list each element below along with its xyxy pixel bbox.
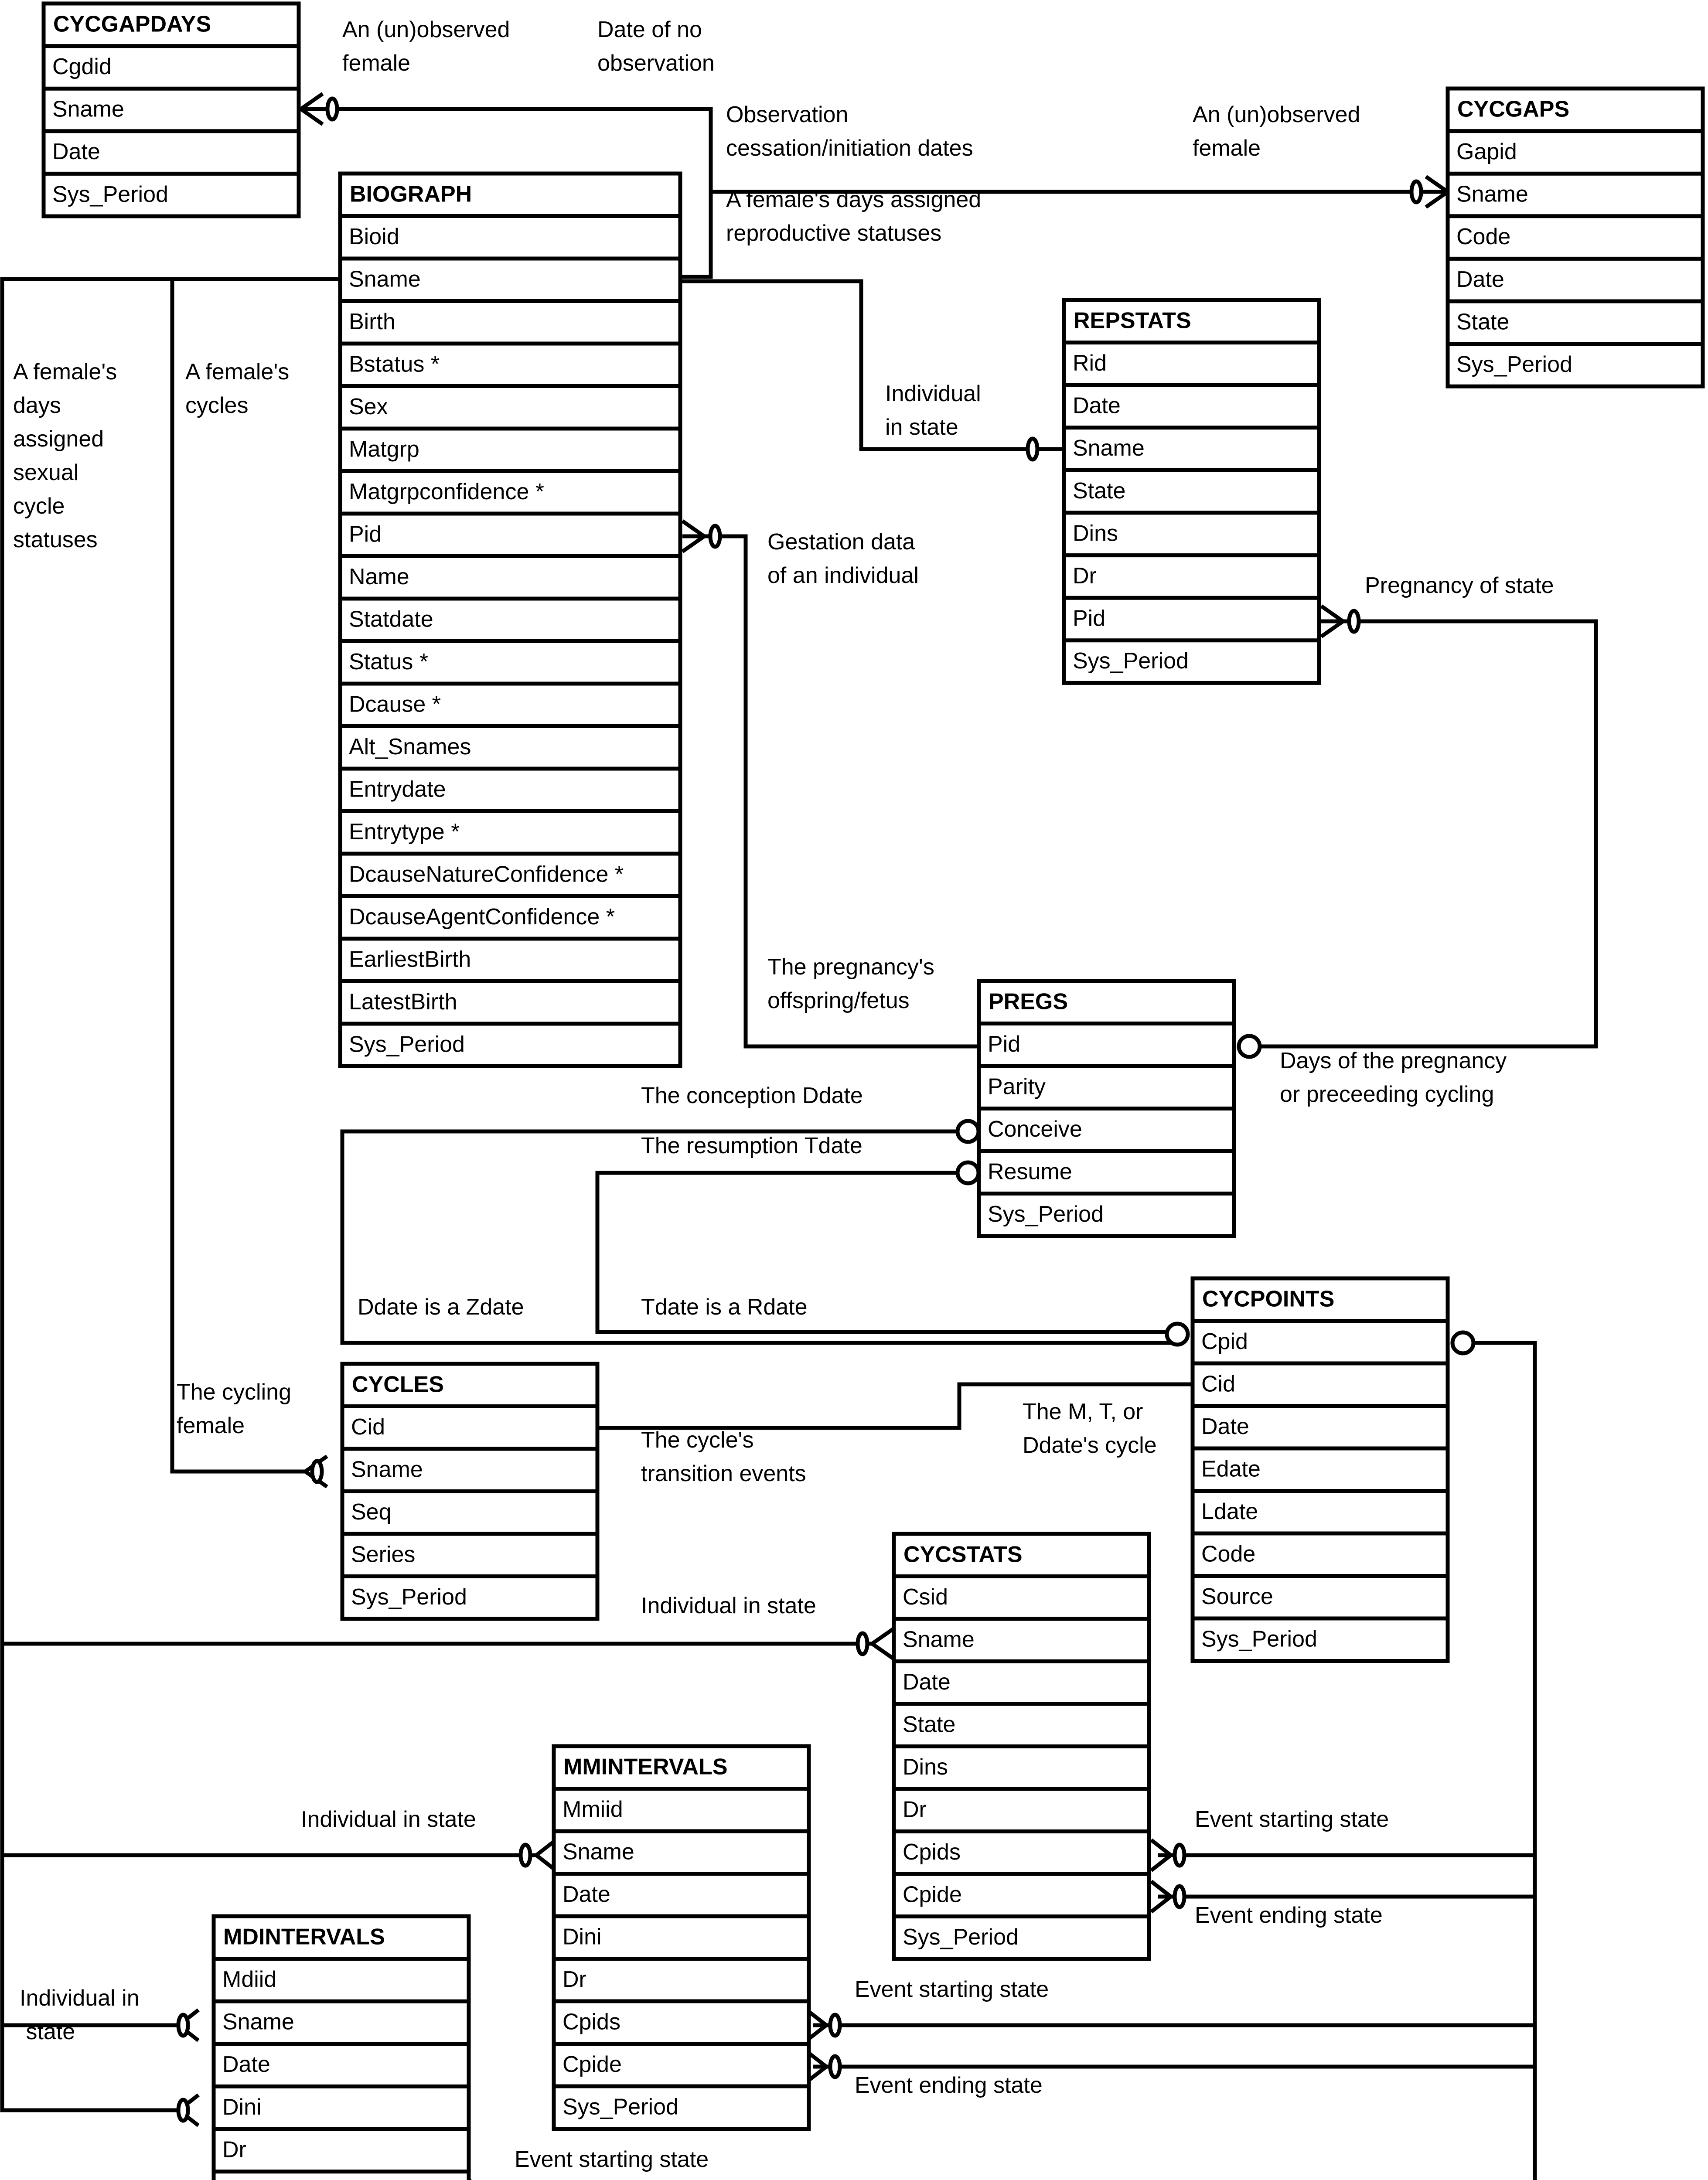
table-mdintervals	[214, 1916, 469, 2180]
label-offspring-fetus: The pregnancy's offspring/fetus	[767, 954, 934, 1013]
link-biograph-repstats	[680, 281, 1064, 449]
marker-mm-cpide	[807, 2051, 840, 2082]
label-event-end-cycstats: Event ending state	[1195, 1903, 1383, 1928]
marker-cycstats-cpids	[1151, 1840, 1184, 1870]
table-title: BIOGRAPH	[350, 181, 472, 207]
label-individual-in-state-repstats: Individual in state	[885, 381, 981, 440]
table-field: Date	[222, 2052, 270, 2078]
table-field: Dins	[903, 1754, 948, 1780]
table-field: Sex	[349, 394, 388, 419]
table-field: Sname	[222, 2009, 294, 2035]
table-title: PREGS	[989, 989, 1068, 1015]
label-pregnancy-of-state: Pregnancy of state	[1365, 573, 1554, 598]
table-field: Series	[351, 1542, 416, 1567]
table-field: Csid	[903, 1584, 948, 1610]
table-field: Date	[903, 1669, 951, 1695]
table-field: Pid	[349, 521, 382, 547]
table-cycstats	[894, 1534, 1149, 1959]
table-field: Sys_Period	[988, 1201, 1104, 1227]
link-repstats-pregs	[1249, 621, 1596, 1046]
table-field: Mdiid	[222, 1967, 277, 1993]
table-field: Dins	[1073, 521, 1118, 546]
label-unobserved-female-1: An (un)observed female	[342, 17, 510, 76]
label-ddate-zdate: Ddate is a Zdate	[358, 1294, 524, 1320]
table-field: Code	[1201, 1541, 1256, 1567]
table-field: Resume	[988, 1159, 1072, 1185]
table-field: Conceive	[988, 1116, 1082, 1142]
table-field: Pid	[1073, 606, 1106, 631]
marker-cycstats-sname	[858, 1628, 894, 1659]
table-field: Dr	[222, 2137, 246, 2163]
label-females-cycles: A female's cycles	[185, 359, 290, 418]
table-field: Sname	[351, 1457, 423, 1482]
table-cycles	[342, 1364, 597, 1619]
table-field: Parity	[988, 1074, 1046, 1100]
table-field: Cpids	[563, 2009, 620, 2035]
table-title: CYCGAPS	[1457, 96, 1570, 122]
table-field: Cpide	[903, 1882, 962, 1908]
marker-pregs-pid	[1239, 1036, 1260, 1057]
table-field: State	[1073, 478, 1126, 504]
table-title: CYCSTATS	[903, 1542, 1023, 1567]
table-field: Date	[1073, 393, 1121, 419]
table-field: State	[903, 1712, 956, 1737]
table-title: REPSTATS	[1074, 308, 1191, 334]
table-repstats	[1064, 300, 1319, 683]
label-gestation-data: Gestation data of an individual	[767, 529, 919, 588]
table-field: Cgdid	[52, 54, 112, 80]
table-field: Cid	[351, 1414, 385, 1440]
label-days-of-pregnancy: Days of the pregnancy or preceeding cycling	[1280, 1048, 1507, 1107]
label-mtd-cycle: The M, T, or Ddate's cycle	[1023, 1399, 1157, 1458]
label-transition-events: The cycle's transition events	[641, 1427, 806, 1486]
table-field: Entrytype *	[349, 819, 460, 845]
table-field: Dcause *	[349, 691, 441, 717]
table-field: Dr	[563, 1966, 586, 1992]
marker-cycpoints-cpid-right	[1452, 1332, 1473, 1353]
table-field: Dr	[903, 1797, 927, 1822]
label-conception-ddate: The conception Ddate	[641, 1083, 863, 1108]
marker-pregs-resume	[958, 1162, 978, 1183]
table-field: Entrydate	[349, 777, 446, 802]
table-pregs	[979, 981, 1234, 1236]
table-border	[214, 1916, 469, 2180]
table-field: Matgrp	[349, 436, 419, 462]
table-title: CYCLES	[352, 1372, 444, 1397]
label-event-start-cycstats: Event starting state	[1195, 1807, 1389, 1832]
marker-cycpoints-cpid-left	[1167, 1324, 1188, 1345]
table-field: Birth	[349, 309, 395, 334]
table-field: Statdate	[349, 606, 433, 632]
marker-cycles-sname	[305, 1456, 327, 1487]
label-cycling-female: The cycling female	[177, 1380, 291, 1438]
table-title: MMINTERVALS	[563, 1754, 728, 1780]
table-field: Bioid	[349, 224, 399, 249]
table-field: Sname	[52, 96, 124, 122]
table-field: State	[1456, 309, 1510, 335]
table-field: Sys_Period	[1073, 648, 1189, 674]
table-field: Rid	[1073, 351, 1107, 376]
label-repro-status-days: A female's days assigned reproductive statuses	[726, 187, 982, 246]
table-field: Status *	[349, 649, 429, 674]
marker-mm-sname	[521, 1840, 556, 1870]
label-resumption-tdate: The resumption Tdate	[641, 1133, 863, 1158]
marker-cycstats-cpide	[1151, 1881, 1184, 1912]
table-field: Sys_Period	[563, 2094, 678, 2120]
table-title: CYCPOINTS	[1202, 1286, 1335, 1312]
table-field: Date	[1456, 266, 1504, 292]
label-event-start-mm: Event starting state	[855, 1977, 1049, 2002]
label-unobserved-female-2: An (un)observed female	[1193, 102, 1360, 161]
table-field: Pid	[988, 1031, 1021, 1057]
table-biograph	[340, 174, 680, 1066]
table-field: Cpide	[563, 2051, 622, 2077]
label-sexual-cycle-days: A female's days assigned sexual cycle statuses	[13, 359, 117, 552]
table-field: Sys_Period	[1456, 352, 1572, 378]
table-field: Code	[1456, 224, 1511, 250]
table-title: MDINTERVALS	[223, 1924, 385, 1950]
table-field: Seq	[351, 1499, 392, 1525]
table-cycgaps	[1448, 89, 1703, 386]
table-field: Sys_Period	[351, 1584, 467, 1610]
table-field: Sname	[1456, 181, 1528, 207]
table-field: Sys_Period	[903, 1924, 1019, 1950]
marker-mm-cpids	[807, 2010, 840, 2040]
table-field: Source	[1201, 1584, 1273, 1609]
table-field: Cid	[1201, 1371, 1236, 1397]
table-field: Sname	[1073, 436, 1145, 461]
label-tdate-rdate: Tdate is a Rdate	[641, 1294, 808, 1320]
table-field: Matgrpconfidence *	[349, 479, 545, 504]
label-observation-dates: Observation cessation/initiation dates	[726, 102, 973, 161]
table-field: Bstatus *	[349, 351, 440, 377]
table-field: Dini	[563, 1924, 602, 1950]
table-field: Sys_Period	[349, 1032, 465, 1057]
table-field: Dini	[222, 2094, 262, 2120]
table-field: Edate	[1201, 1456, 1261, 1482]
table-field: Sys_Period	[52, 181, 168, 207]
label-individual-in-state-md: Individual in state	[20, 1986, 140, 2044]
table-field: Sname	[903, 1627, 975, 1652]
table-field: LatestBirth	[349, 989, 457, 1015]
table-field: Sname	[349, 266, 421, 292]
label-event-end-mm: Event ending state	[855, 2073, 1043, 2098]
table-field: Alt_Snames	[349, 734, 471, 760]
table-cycgapdays	[44, 3, 299, 216]
table-field: DcauseAgentConfidence *	[349, 904, 615, 930]
table-field: Ldate	[1201, 1499, 1258, 1524]
label-individual-in-state-cycstats: Individual in state	[641, 1593, 816, 1618]
table-field: Sys_Period	[1201, 1626, 1317, 1652]
table-field: Date	[52, 139, 100, 165]
label-no-observation-date: Date of no observation	[597, 17, 715, 76]
table-field: EarliestBirth	[349, 947, 471, 972]
marker-md-sname	[178, 2010, 198, 2040]
table-field: Gapid	[1456, 139, 1517, 165]
table-title: CYCGAPDAYS	[53, 11, 211, 37]
table-field: Dr	[1073, 563, 1097, 589]
link-biograph-cycles	[172, 279, 340, 1472]
label-event-start-md: Event starting state	[515, 2147, 709, 2172]
table-field: Cpid	[1201, 1328, 1248, 1354]
table-field: Date	[563, 1881, 610, 1907]
marker-pregs-conceive	[958, 1121, 978, 1142]
label-individual-in-state-mm: Individual in state	[301, 1807, 476, 1832]
table-field: Name	[349, 564, 409, 589]
table-mmintervals	[554, 1746, 809, 2129]
table-field: DcauseNatureConfidence *	[349, 862, 624, 887]
table-field: Cpids	[903, 1839, 961, 1865]
marker-md-dini	[178, 2095, 198, 2126]
table-cycpoints	[1193, 1278, 1448, 1661]
table-field: Mmiid	[563, 1796, 623, 1822]
table-field: Date	[1201, 1414, 1249, 1439]
table-field: Sname	[563, 1839, 634, 1865]
